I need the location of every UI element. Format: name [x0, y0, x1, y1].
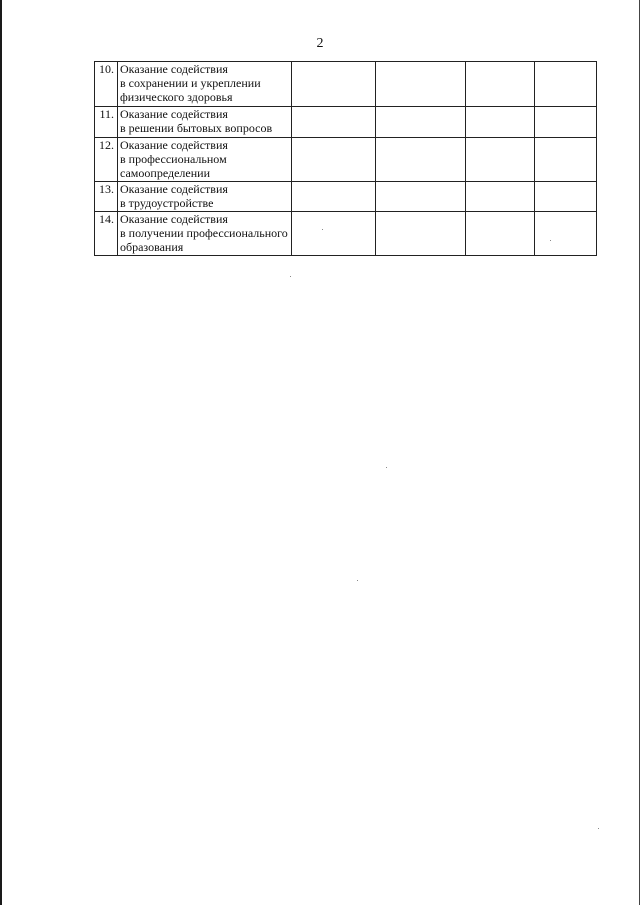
empty-cell [292, 62, 376, 107]
row-number: 12. [95, 138, 118, 182]
empty-cell [535, 138, 597, 182]
scan-speck [386, 467, 387, 468]
scan-speck [357, 580, 358, 581]
scan-edge-left [0, 0, 2, 905]
page-number: 2 [316, 36, 324, 51]
scan-speck [322, 229, 323, 230]
row-number: 13. [95, 182, 118, 212]
service-name-line: образования [120, 240, 184, 254]
empty-cell [376, 212, 466, 256]
empty-cell [466, 107, 535, 138]
empty-cell [376, 62, 466, 107]
row-number: 14. [95, 212, 118, 256]
service-name-line: Оказание содействия [120, 62, 228, 76]
service-name [118, 62, 292, 107]
service-name-line: в профессиональном [120, 152, 227, 166]
empty-cell [535, 107, 597, 138]
empty-cell [535, 182, 597, 212]
empty-cell [466, 212, 535, 256]
service-name [118, 107, 292, 138]
empty-cell [292, 182, 376, 212]
service-name-line: в сохранении и укреплении [120, 76, 261, 90]
row-number: 11. [95, 107, 118, 138]
empty-cell [376, 182, 466, 212]
services-table [94, 61, 597, 256]
row-number: 10. [95, 62, 118, 107]
service-name [118, 212, 292, 256]
service-name [118, 182, 292, 212]
empty-cell [535, 62, 597, 107]
empty-cell [376, 107, 466, 138]
scan-speck [290, 276, 291, 277]
scan-speck [550, 240, 551, 241]
table-row [95, 182, 597, 212]
table-row [95, 212, 597, 256]
service-name-line: физического здоровья [120, 90, 233, 104]
service-name-line: Оказание содействия [120, 138, 228, 152]
empty-cell [466, 182, 535, 212]
service-name-line: в трудоустройстве [120, 196, 214, 210]
table-row [95, 62, 597, 107]
service-name-line: в решении бытовых вопросов [120, 121, 273, 135]
service-name [118, 138, 292, 182]
service-name-line: в получении профессионального [120, 226, 288, 240]
empty-cell [466, 62, 535, 107]
service-name-line: самоопределении [120, 166, 210, 180]
service-name-line: Оказание содействия [120, 212, 228, 226]
table-row [95, 138, 597, 182]
empty-cell [376, 138, 466, 182]
empty-cell [535, 212, 597, 256]
table-row [95, 107, 597, 138]
empty-cell [292, 138, 376, 182]
empty-cell [292, 107, 376, 138]
service-name-line: Оказание содействия [120, 107, 228, 121]
service-name-line: Оказание содействия [120, 182, 228, 196]
scan-speck [598, 828, 599, 829]
empty-cell [466, 138, 535, 182]
empty-cell [292, 212, 376, 256]
